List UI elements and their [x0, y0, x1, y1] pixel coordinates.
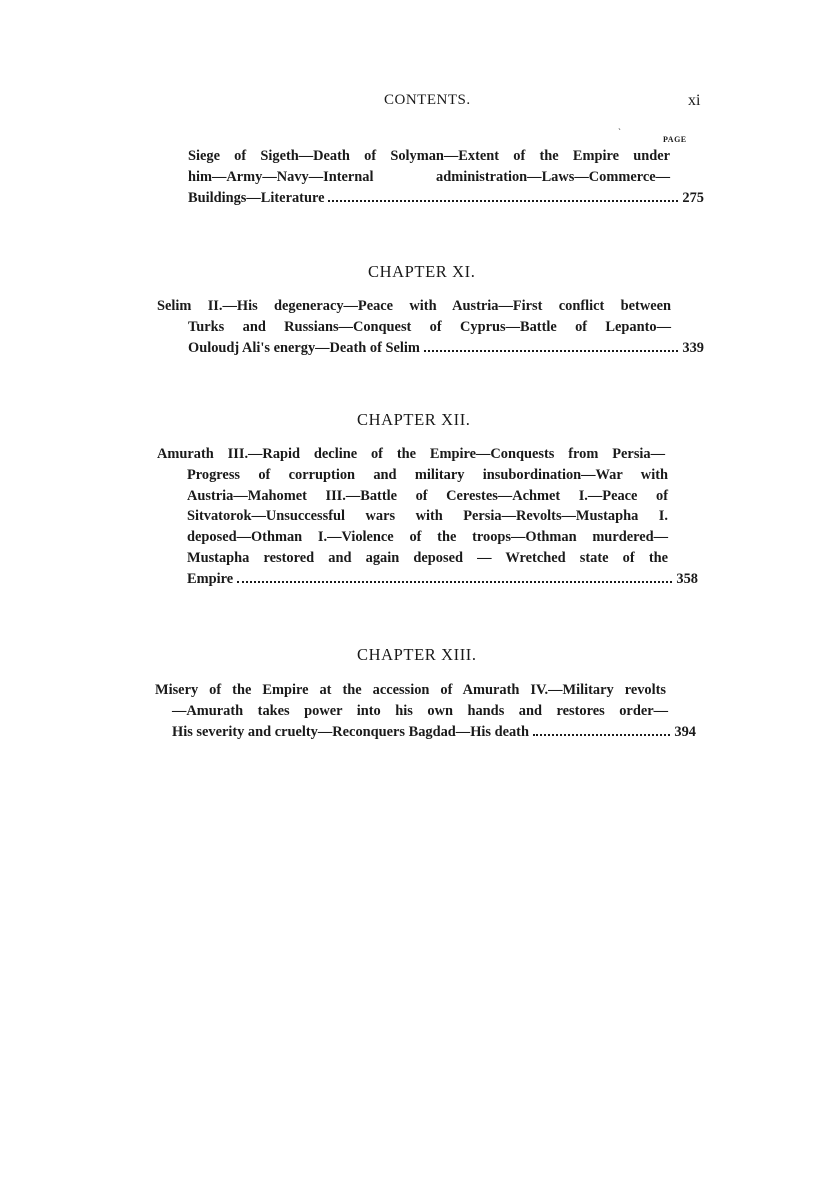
chapter-heading-text: CHAPTER XI. [368, 262, 476, 281]
entry-line: him—Army—Navy—Internal administration—Laws—Commerce— [188, 168, 670, 185]
dot-leader [233, 569, 676, 590]
entry-page-number: 275 [682, 189, 704, 206]
entry-line: Austria—Mahomet III.—Battle of Cerestes—Achmet I.—Peace of [187, 487, 668, 504]
entry-line: Ouloudj Ali's energy—Death of Selim [188, 339, 420, 356]
contents-entry-chapter-xii [157, 444, 698, 590]
contents-entry-continued [188, 146, 704, 208]
entry-page-number: 394 [674, 723, 696, 740]
entry-line: Turks and Russians—Conquest of Cyprus—Battle of Lepanto— [188, 318, 671, 335]
running-head [0, 92, 840, 114]
entry-line: Progress of corruption and military insubordination—War with [187, 466, 668, 483]
entry-line: Siege of Sigeth—Death of Solyman—Extent of the Empire under [188, 148, 670, 164]
entry-page-number: 358 [676, 570, 698, 587]
contents-entry-chapter-xi [157, 296, 704, 358]
chapter-heading-text: CHAPTER XII. [357, 410, 471, 429]
entry-line: Sitvatorok—Unsuccessful wars with Persia—Revolts—Mustapha I. [187, 508, 668, 525]
entry-line: Empire [187, 570, 234, 587]
entry-first-line: Amurath III.—Rapid decline of the Empire—Conquests from Persia— [157, 446, 665, 462]
chapter-heading-text: CHAPTER XIII. [357, 645, 477, 664]
entry-line: deposed—Othman I.—Violence of the troops—Othman murdered— [187, 529, 668, 546]
dot-leader [324, 188, 682, 209]
dot-leader [420, 338, 683, 359]
entry-page-number: 339 [682, 339, 704, 356]
entry-line: Buildings—Literature [188, 189, 325, 206]
contents-entry-chapter-xiii [155, 680, 696, 742]
entry-line: Mustapha restored and again deposed — Wretched state of the [187, 549, 668, 566]
entry-last-line [188, 338, 704, 359]
entry-last-line [172, 722, 696, 743]
running-head-title: CONTENTS. [384, 92, 471, 108]
entry-line: —Amurath takes power into his own hands and restores order— [172, 702, 668, 719]
entry-last-line [188, 188, 704, 209]
tick-mark: ` [618, 127, 621, 137]
entry-last-line [187, 569, 698, 590]
dot-leader [529, 722, 674, 743]
page-column-label: PAGE [663, 135, 687, 144]
entry-first-line: Misery of the Empire at the accession of Amurath IV.—Military revolts [155, 682, 666, 698]
entry-line: His severity and cruelty—Reconquers Bagdad—His death [172, 723, 529, 740]
entry-first-line: Selim II.—His degeneracy—Peace with Austria—First conflict between [157, 298, 671, 314]
page-number: xi [688, 92, 701, 109]
